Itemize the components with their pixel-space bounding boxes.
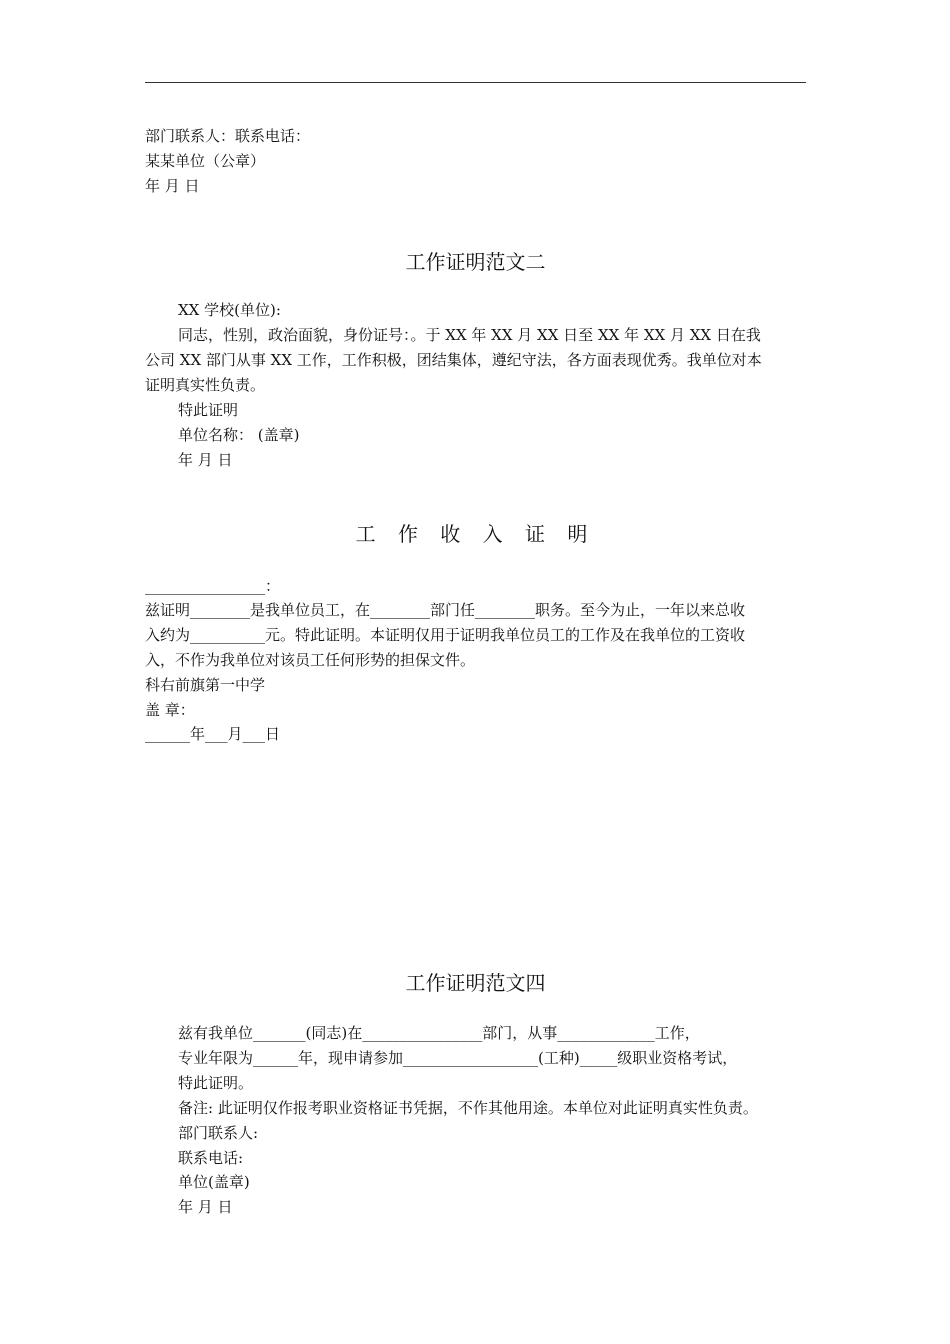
- sample2-body-line3: 证明真实性负责。: [145, 376, 266, 394]
- sample4-line1: 兹有我单位_______(同志)在________________部门，从事_____________工作，: [178, 1024, 700, 1042]
- sample4-line2: 专业年限为______年，现申请参加__________________(工种)_____级职业资格考试，: [178, 1049, 738, 1067]
- sample4-note: 备注: 此证明仅作报考职业资格证书凭据，不作其他用途。本单位对此证明真实性负责。: [178, 1099, 758, 1117]
- sample2-title: 工作证明范文二: [405, 250, 546, 274]
- contact-line: 部门联系人：联系电话：: [145, 127, 311, 145]
- sample2-closing: 特此证明: [178, 401, 239, 419]
- sample2-unit: 单位名称： (盖章): [178, 426, 300, 444]
- sample4-phone: 联系电话:: [178, 1149, 244, 1167]
- sample4-contact: 部门联系人:: [178, 1124, 259, 1142]
- sample4-line3: 特此证明。: [178, 1074, 254, 1092]
- income-org: 科右前旗第一中学: [145, 676, 266, 694]
- income-seal: 盖 章：: [145, 701, 195, 719]
- income-title: 工 作 收 入 证 明: [355, 522, 596, 546]
- unit-seal-line: 某某单位（公章）: [145, 152, 266, 170]
- date-line: 年 月 日: [145, 177, 200, 195]
- income-body-line2: 入约为__________元。特此证明。本证明仅用于证明我单位员工的工作及在我单位的工资收: [145, 626, 746, 644]
- income-body-line3: 入，不作为我单位对该员工任何形势的担保文件。: [145, 651, 476, 669]
- sample4-date: 年 月 日: [178, 1198, 233, 1216]
- income-body-line1: 兹证明________是我单位员工，在________部门任________职务。至今为止，一年以来总收: [145, 601, 746, 619]
- sample2-body-line2: 公司 XX 部门从事 XX 工作，工作积极，团结集体，遵纪守法，各方面表现优秀。我单位对本: [145, 351, 762, 369]
- sample4-title: 工作证明范文四: [405, 971, 546, 995]
- income-addressee: ________________：: [145, 577, 281, 595]
- sample2-body-line1: 同志，性别，政治面貌，身份证号：。于 XX 年 XX 月 XX 日至 XX 年 XX 月 XX 日在我: [178, 326, 761, 344]
- sample4-unit: 单位(盖章): [178, 1173, 250, 1191]
- sample2-date: 年 月 日: [178, 451, 233, 469]
- header-rule: [145, 82, 806, 83]
- income-date: ______年___月___日: [145, 725, 281, 743]
- sample2-addressee: XX 学校(单位):: [178, 301, 281, 319]
